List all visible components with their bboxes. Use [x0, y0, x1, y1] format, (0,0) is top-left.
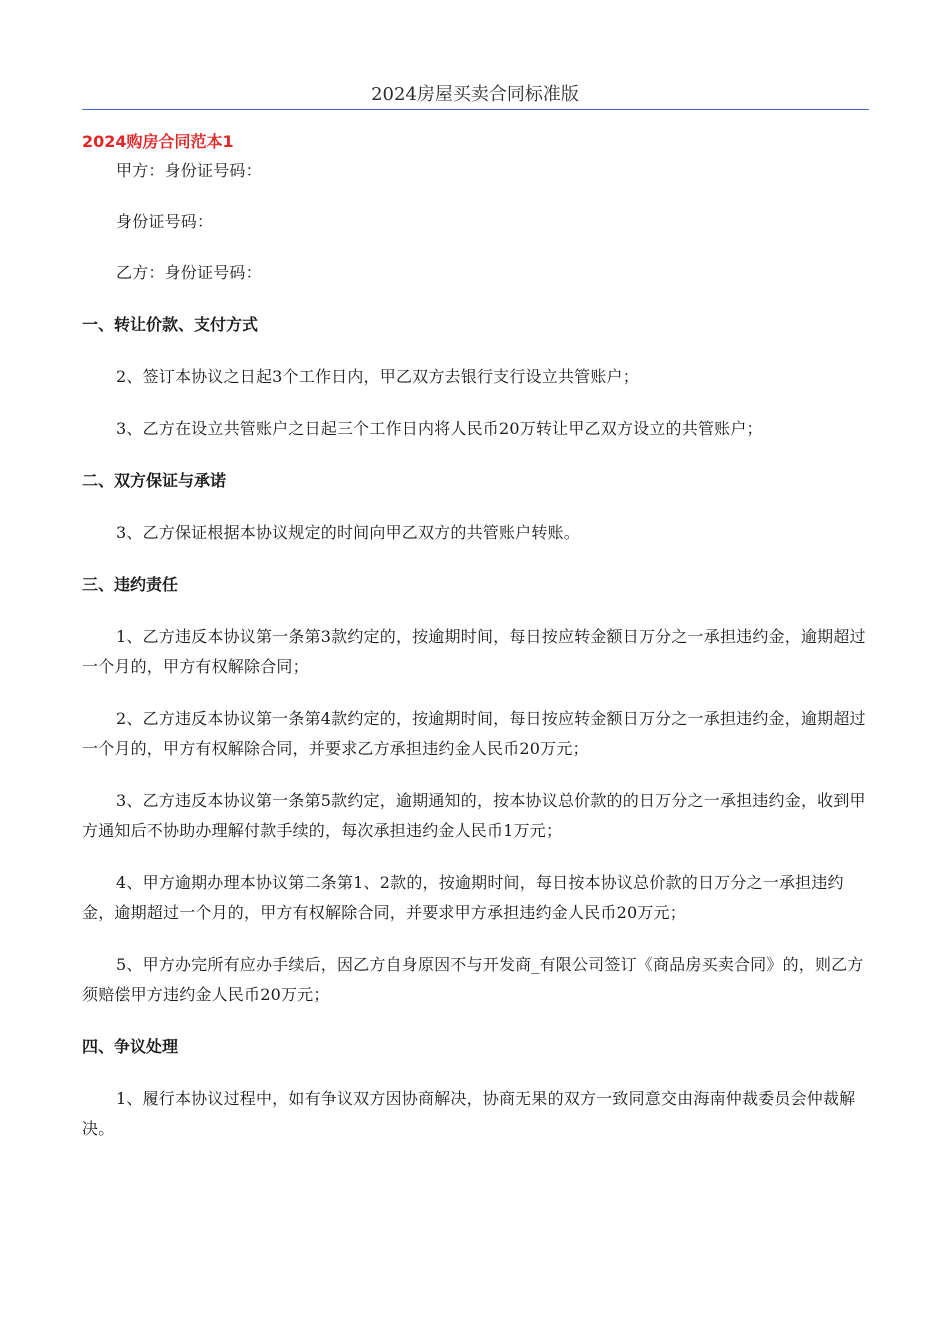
- header-divider: [82, 109, 869, 110]
- document-body: [82, 128, 869, 1144]
- section-paragraph: 5、甲方办完所有应办手续后，因乙方自身原因不与开发商_有限公司签订《商品房买卖合同》的，则乙方须赔偿甲方违约金人民币20万元；: [82, 955, 864, 1004]
- section-paragraph: 4、甲方逾期办理本协议第二条第1、2款的，按逾期时间，每日按本协议总价款的日万分之一承担违约金，逾期超过一个月的，甲方有权解除合同，并要求甲方承担违约金人民币20万元；: [82, 873, 844, 922]
- section-paragraph: 3、乙方在设立共管账户之日起三个工作日内将人民币20万转让甲乙双方设立的共管账户；: [116, 419, 763, 438]
- section-paragraph: 1、履行本协议过程中，如有争议双方因协商解决，协商无果的双方一致同意交由海南仲裁委员会仲裁解决。: [82, 1089, 856, 1138]
- party-b-line: 乙方：身份证号码：: [116, 263, 262, 282]
- section-heading: 一、转让价款、支付方式: [82, 315, 259, 334]
- section-heading: 四、争议处理: [82, 1037, 179, 1056]
- section-paragraph: 1、乙方违反本协议第一条第3款约定的，按逾期时间，每日按应转金额日万分之一承担违约金，逾期超过一个月的，甲方有权解除合同；: [82, 627, 866, 676]
- page-header-title: 2024房屋买卖合同标准版: [371, 84, 579, 105]
- section-heading: 二、双方保证与承诺: [82, 471, 227, 490]
- section-heading: 三、违约责任: [82, 575, 179, 594]
- id-number-line: 身份证号码：: [116, 212, 214, 231]
- sample-title: 2024购房合同范本1: [82, 132, 234, 151]
- party-a-line: 甲方：身份证号码：: [116, 161, 262, 180]
- section-paragraph: 3、乙方保证根据本协议规定的时间向甲乙双方的共管账户转账。: [116, 523, 580, 542]
- section-paragraph: 2、签订本协议之日起3个工作日内，甲乙双方去银行支行设立共管账户；: [116, 367, 639, 386]
- section-paragraph: 2、乙方违反本协议第一条第4款约定的，按逾期时间，每日按应转金额日万分之一承担违约金，逾期超过一个月的，甲方有权解除合同，并要求乙方承担违约金人民币20万元；: [82, 709, 866, 758]
- section-paragraph: 3、乙方违反本协议第一条第5款约定，逾期通知的，按本协议总价款的的日万分之一承担违约金，收到甲方通知后不协助办理解付款手续的，每次承担违约金人民币1万元；: [82, 791, 866, 840]
